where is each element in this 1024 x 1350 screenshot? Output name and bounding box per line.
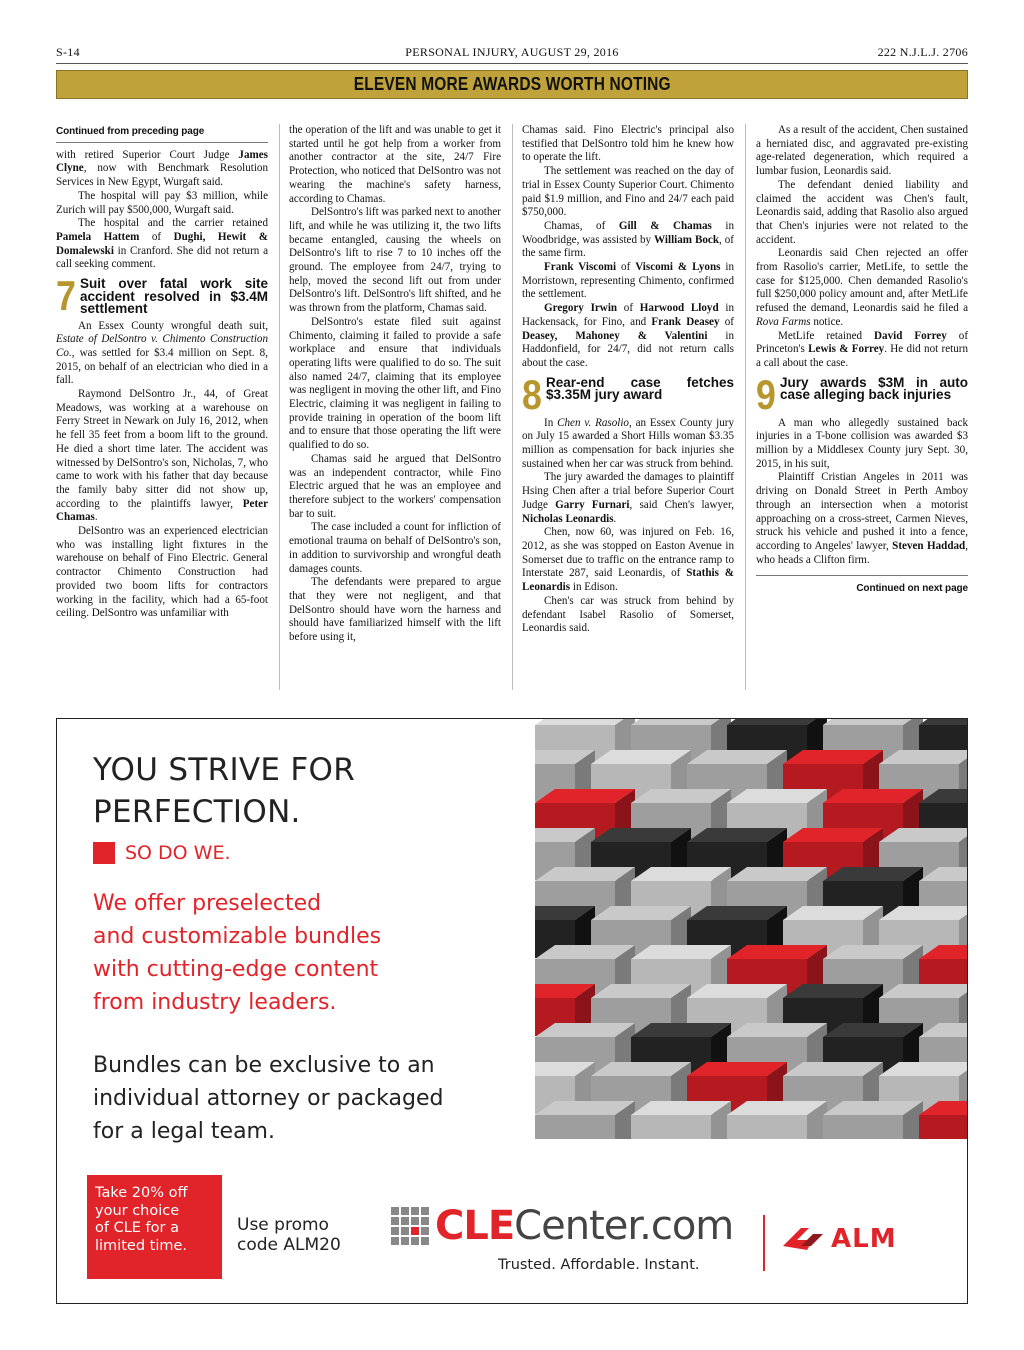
section-banner: ELEVEN MORE AWARDS WORTH NOTING <box>56 70 968 99</box>
logo-cle: CLE <box>435 1203 515 1249</box>
promo-code: Use promo code ALM20 <box>237 1215 341 1255</box>
paragraph: Leonardis said Chen rejected an offer from Rasolio's carrier, MetLife, to settle the case for $125,000. Chen demanded Rasolio's full $250,000 policy amount and, after MetLife refused the demand, Leonardis said he filed a Rova Farms notice. <box>756 247 968 328</box>
ad-headline: YOU STRIVE FOR PERFECTION. <box>93 752 356 830</box>
column-rule <box>512 124 513 690</box>
divider <box>756 575 968 576</box>
paragraph: A man who allegedly sustained back injuries in a T-bone collision was awarded $3 million by a Middlesex County jury Sept. 30, 2015, in his suit, <box>756 416 968 470</box>
paragraph: Gregory Irwin of Harwood Lloyd in Hackensack, for Fino, and Frank Deasey of Deasey, Mahoney & Valentini in Haddonfield, for 24/7, did not return calls about the case. <box>522 302 734 369</box>
continued-on: Continued on next page <box>856 583 968 595</box>
subhead-7 <box>56 272 268 320</box>
page-header <box>56 41 968 63</box>
logo-center: Center.com <box>514 1203 734 1249</box>
subhead-9 <box>756 370 968 418</box>
cube-pattern-graphic <box>535 719 968 1139</box>
promo-box: Take 20% off your choice of CLE for a limited time. <box>87 1175 222 1279</box>
paragraph: Chamas said. Fino Electric's principal also testified that DelSontro told him he knew how to operate the lift. <box>522 124 734 164</box>
ad-subheadline: SO DO WE. <box>93 842 231 864</box>
continued-from: Continued from preceding page <box>56 126 205 137</box>
paragraph: the operation of the lift and was unable to get it started until he got help from a worker from another contractor at the site, 24/7 Fire Protection, who noticed that DelSontro was not wearing the machine's safety harness, according to Chamas. <box>289 124 501 205</box>
alm-mark-icon <box>783 1226 825 1252</box>
tagline: Trusted. Affordable. Instant. <box>498 1257 700 1273</box>
ad-bundle-text: Bundles can be exclusive to an individual attorney or packaged for a legal team. <box>93 1053 444 1144</box>
paragraph: The hospital and the carrier retained Pamela Hattem of Dughi, Hewit & Domalewski in Cranford. She did not return a call seeking comment. <box>56 217 268 271</box>
cube-top <box>919 719 968 725</box>
paragraph: Chen's car was struck from behind by defendant Isabel Rasolio of Somerset, Leonardis said. <box>522 594 734 635</box>
subhead-title: Jury awards $3M in auto case alleging back injuries <box>780 374 968 403</box>
header-rule <box>56 63 968 64</box>
paragraph: Raymond DelSontro Jr., 44, of Great Meadows, was working at a warehouse on Ferry Street in Newark on July 16, 2012, when he fell 35 feet from a boom lift to the ground. He died a short time later. The accident was witnessed by DelSontro's son, Nicholas, 7, who came to work with his father that day because the family baby sitter did not show up, according to the plaintiffs lawyer, Peter Chamas. <box>56 388 268 524</box>
paragraph: MetLife retained David Forrey of Princeton's Lewis & Forrey. He did not return a call about the case. <box>756 329 969 369</box>
cube-front <box>535 1115 615 1139</box>
paragraph: The defendants were prepared to argue that they were not negligent, and that DelSontro should have worn the harness and should have familiarized himself with the lift before using it, <box>289 576 501 644</box>
column-rule <box>745 124 746 690</box>
paragraph: DelSontro was an experienced electrician who was installing light fixtures in the warehouse on behalf of Fino Electric. General contractor Chimento Construction had provided two boom lifts for contractors working in the facility, which had a 65-foot ceiling. DelSontro was unfamiliar with <box>56 525 268 620</box>
grid-icon <box>391 1207 429 1245</box>
paragraph: Chamas, of Gill & Chamas in Woodbridge, was assisted by William Bock, of the same firm. <box>522 219 735 260</box>
paragraph: Chen, now 60, was injured on Feb. 16, 2012, as she was stopped on Easton Avenue in Somerset due to traffic on the entrance ramp to Interstate 287, said Leonardis, of Stathis & Leonardis in Edison. <box>522 526 734 594</box>
column-1 <box>56 124 268 621</box>
clecenter-logo[interactable] <box>391 1203 733 1249</box>
cube-front <box>631 1115 711 1139</box>
paragraph: The hospital will pay $3 million, while Zurich will pay $500,000, Wurgaft said. <box>56 189 268 216</box>
paragraph: DelSontro's lift was parked next to another lift, and while he was utilizing it, the two lifts became entangled, causing the wheels on DelSontro's lift to rise 7 to 10 inches off the ground. The employee from 24/7, trying to help, moved the second lift out from under DelSontro's lift. DelSontro's lift shifted, and he was thrown from the platform, Chamas said. <box>289 206 501 315</box>
paragraph: Frank Viscomi of Viscomi & Lyons in Morristown, representing Chimento, confirmed the settlement. <box>522 261 735 301</box>
column-2 <box>289 124 501 645</box>
cube-front <box>823 1115 903 1139</box>
paragraph: The case included a count for infliction of emotional trauma on behalf of DelSontro's son, in addition to survivorship and wrongful death damages counts. <box>289 521 501 575</box>
paragraph: DelSontro's estate filed suit against Chimento, claiming it failed to provide a safe workplace and ensure that individuals operating lifts were qualified to do so. The suit also named 24/7, claiming that its employee was negligent in moving the other lift, and Fino Electric, claiming it was negligent in failing to provide training in operation of the boom lift and to ensure that those operating the lift were qualified to do so. <box>289 315 501 452</box>
item-number: 7 <box>56 272 76 320</box>
paragraph: As a result of the accident, Chen sustained a herniated disc, and aggravated pre-existing age-related degeneration, which required a lumbar fusion, Leonardis said. <box>756 124 968 178</box>
column-4 <box>756 124 968 599</box>
paragraph: The settlement was reached on the day of trial in Essex County Superior Court. Chimento paid $1.9 million, and Fino and 24/7 each paid $750,000. <box>522 165 734 219</box>
cube-front <box>727 1115 807 1139</box>
red-square-icon <box>93 842 115 864</box>
subhead-title: Suit over fatal work site accident resolved in $3.4M settlement <box>80 276 268 317</box>
section-date: PERSONAL INJURY, AUGUST 29, 2016 <box>405 45 619 59</box>
page-number: S-14 <box>56 45 80 59</box>
item-number: 9 <box>756 370 776 418</box>
paragraph: The defendant denied liability and claimed the accident was Chen's fault, Leonardis said, adding that Rasolio also argued that Chen's injuries were not related to the accident. <box>756 178 968 246</box>
ad-offer-text: We offer preselected and customizable bundles with cutting-edge content from industry leaders. <box>93 891 382 1015</box>
divider <box>56 142 268 143</box>
subhead-title: Rear-end case fetches $3.35M jury award <box>546 374 734 403</box>
paragraph: An Essex County wrongful death suit, Estate of DelSontro v. Chimento Construction Co., was settled for $3.4 million on Sept. 8, 2015, on behalf of an electrician who died in a fall. <box>56 319 268 387</box>
item-number: 8 <box>522 370 542 418</box>
paragraph: In Chen v. Rasolio, an Essex County jury on July 15 awarded a Short Hills woman $3.35 million as compensation for back injuries she sustained when her car was struck from behind. <box>522 416 734 470</box>
cube-front <box>919 1115 968 1139</box>
logo-divider <box>763 1215 765 1271</box>
paragraph: Chamas said he argued that DelSontro was an independent contractor, while Fino Electric argued that he was an employee and therefore subject to the workers' compensation bar to suit. <box>289 452 501 520</box>
paragraph: The jury awarded the damages to plaintiff Hsing Chen after a trial before Superior Court Judge Garry Furnari, said Chen's lawyer, Nicholas Leonardis. <box>522 471 734 525</box>
paragraph: Plaintiff Cristian Angeles in 2011 was driving on Donald Street in Perth Amboy through an intersection when a motorist approaching on a cross-street, Carmen Nieves, struck his vehicle and pushed it into a fence, according to Angeles' lawyer, Steven Haddad, who heads a Clifton firm. <box>756 471 969 566</box>
subhead-8 <box>522 370 734 418</box>
column-3 <box>522 124 734 636</box>
column-rule <box>279 124 280 690</box>
alm-logo[interactable]: ALM <box>783 1224 897 1254</box>
issue-ref: 222 N.J.L.J. 2706 <box>877 45 968 59</box>
paragraph: with retired Superior Court Judge James Clyne, now with Benchmark Resolution Services in New Egypt, Wurgaft said. <box>56 148 268 189</box>
advertisement[interactable] <box>56 718 968 1304</box>
